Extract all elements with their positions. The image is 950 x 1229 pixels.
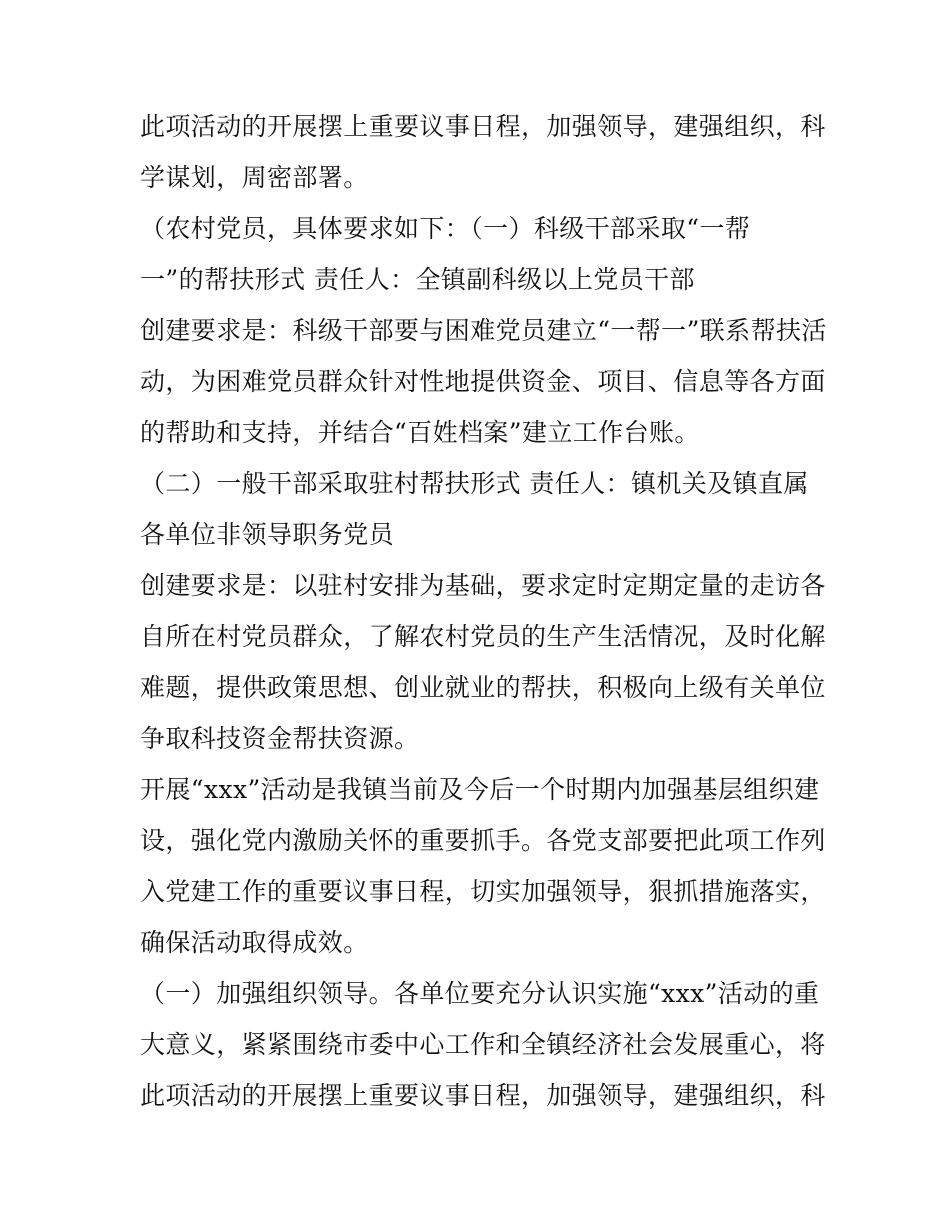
text-line: 入党建工作的重要议事日程，切实加强领导，狠抓措施落实， — [140, 877, 826, 906]
text-line: 确保活动取得成效。 — [140, 928, 369, 957]
text-line: （二）一般干部采取驻村帮扶形式 责任人：镇机关及镇直属 — [140, 469, 809, 498]
text-line: 开展“xxx”活动是我镇当前及今后一个时期内加强基层组织建 — [140, 775, 820, 804]
text-line: 自所在村党员群众，了解农村党员的生产生活情况，及时化解 — [140, 622, 826, 651]
text-line: 此项活动的开展摆上重要议事日程，加强领导，建强组织，科 — [140, 1081, 826, 1110]
text-line: 学谋划，周密部署。 — [140, 163, 369, 192]
text-line: （一）加强组织领导。各单位要充分认识实施“xxx”活动的重 — [140, 979, 820, 1008]
text-line: 动，为困难党员群众针对性地提供资金、项目、信息等各方面 — [140, 367, 826, 396]
text-line: 设，强化党内激励关怀的重要抓手。各党支部要把此项工作列 — [140, 826, 826, 855]
text-line: 争取科技资金帮扶资源。 — [140, 724, 420, 753]
text-line: 创建要求是：科级干部要与困难党员建立“一帮一”联系帮扶活 — [140, 316, 827, 345]
text-line: 大意义，紧紧围绕市委中心工作和全镇经济社会发展重心，将 — [140, 1030, 826, 1059]
text-line: 创建要求是：以驻村安排为基础，要求定时定期定量的走访各 — [140, 571, 826, 600]
text-line: （农村党员，具体要求如下：（一）科级干部采取“一帮 — [140, 214, 751, 243]
text-line: 各单位非领导职务党员 — [140, 520, 395, 549]
text-line: 此项活动的开展摆上重要议事日程，加强领导，建强组织，科 — [140, 112, 826, 141]
text-line: 的帮助和支持，并结合“百姓档案”建立工作台账。 — [140, 418, 700, 447]
text-line: 难题，提供政策思想、创业就业的帮扶，积极向上级有关单位 — [140, 673, 826, 702]
text-line: 一”的帮扶形式 责任人：全镇副科级以上党员干部 — [140, 265, 695, 294]
